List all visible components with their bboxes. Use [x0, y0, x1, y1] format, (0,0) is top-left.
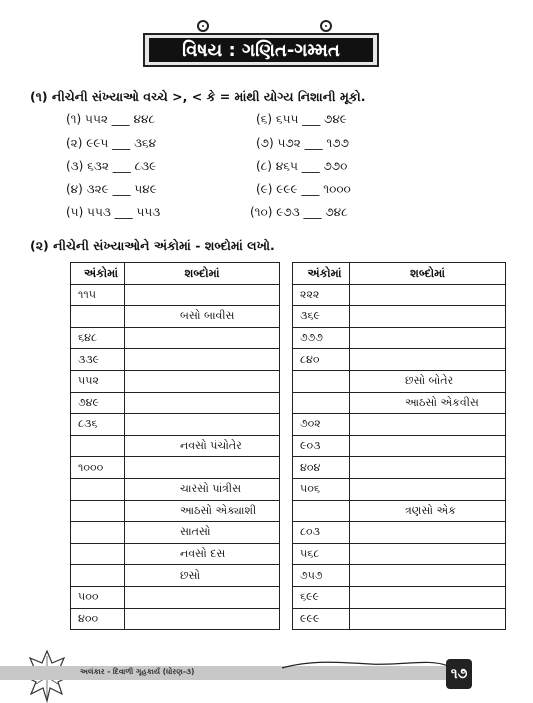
col-digits-header: અંકોમાં: [293, 263, 350, 285]
words-cell[interactable]: [125, 586, 280, 608]
footer-text: અલંકાર - દિવાળી ગૃહકાર્ય (ધોરણ-૩): [80, 667, 195, 676]
compare-item-10: (૧૦) ૯૭૩ ___ ૭૪૮: [250, 205, 348, 219]
table-row: [71, 392, 280, 414]
table-row: [293, 543, 506, 565]
digits-cell[interactable]: ૭૫૭: [293, 565, 350, 587]
table-row: [71, 284, 280, 306]
page-number-badge: ૧૭: [446, 659, 472, 689]
table-row: [71, 522, 280, 544]
table-row: [293, 435, 506, 457]
words-cell[interactable]: [125, 370, 280, 392]
digits-cell[interactable]: [293, 500, 350, 522]
digits-cell[interactable]: [71, 522, 125, 544]
words-cell[interactable]: [350, 478, 506, 500]
table-row: [71, 586, 280, 608]
digits-cell[interactable]: [71, 306, 125, 328]
words-cell[interactable]: બસો બાવીસ: [125, 306, 280, 328]
table-row: [293, 565, 506, 587]
table-row: [71, 608, 280, 630]
digits-cell[interactable]: ૮૦૩: [293, 522, 350, 544]
words-cell[interactable]: [125, 349, 280, 371]
words-cell[interactable]: [350, 414, 506, 436]
table-row: [71, 478, 280, 500]
words-cell[interactable]: [125, 327, 280, 349]
compare-item-5: (૫) ૫૫૩ ___ ૫૫૩: [66, 205, 161, 219]
digits-cell[interactable]: ૬૯૯: [293, 586, 350, 608]
words-cell[interactable]: [350, 457, 506, 479]
digits-cell[interactable]: ૯૦૩: [293, 435, 350, 457]
table-row: [71, 565, 280, 587]
table-row: [71, 414, 280, 436]
digits-cell[interactable]: ૯૯૯: [293, 608, 350, 630]
col-words-header: શબ્દોમાં: [350, 263, 506, 285]
digits-cell[interactable]: [71, 500, 125, 522]
words-cell[interactable]: નવસો દસ: [125, 543, 280, 565]
digits-cell[interactable]: [71, 478, 125, 500]
table-row: [71, 435, 280, 457]
digits-cell[interactable]: ૧૦૦૦: [71, 457, 125, 479]
digits-cell[interactable]: ૫૫૨: [71, 370, 125, 392]
col-digits-header: અંકોમાં: [71, 263, 125, 285]
digits-cell[interactable]: [293, 370, 350, 392]
digits-cell[interactable]: ૫૦૦: [71, 586, 125, 608]
table-row: [71, 349, 280, 371]
compare-item-2: (૨) ૯૯૫ ___ ૩૬૪: [66, 136, 157, 150]
words-cell[interactable]: [350, 522, 506, 544]
digits-cell[interactable]: ૭૭૭: [293, 327, 350, 349]
table-row: [293, 586, 506, 608]
table-row: [293, 608, 506, 630]
table-row: [293, 500, 506, 522]
table-row: [71, 306, 280, 328]
digits-cell[interactable]: ૨૨૨: [293, 284, 350, 306]
digits-cell[interactable]: ૫૦૬: [293, 478, 350, 500]
table-row: [293, 284, 506, 306]
words-cell[interactable]: [125, 392, 280, 414]
table-row: [293, 457, 506, 479]
words-cell[interactable]: [125, 608, 280, 630]
words-cell[interactable]: [350, 327, 506, 349]
digits-cell[interactable]: [293, 392, 350, 414]
digits-cell[interactable]: ૩૩૯: [71, 349, 125, 371]
words-cell[interactable]: આઠસો એકવીસ: [350, 392, 506, 414]
digits-cell[interactable]: [71, 565, 125, 587]
digits-cell[interactable]: [71, 435, 125, 457]
words-cell[interactable]: [350, 586, 506, 608]
table-row: [293, 478, 506, 500]
digits-cell[interactable]: ૧૧૫: [71, 284, 125, 306]
digits-cell[interactable]: ૮૩૬: [71, 414, 125, 436]
words-cell[interactable]: [350, 565, 506, 587]
table-row: [293, 414, 506, 436]
words-cell[interactable]: ત્રણસો એક: [350, 500, 506, 522]
digits-cell[interactable]: ૭૪૯: [71, 392, 125, 414]
table-row: [71, 500, 280, 522]
words-cell[interactable]: [350, 608, 506, 630]
words-cell[interactable]: [125, 414, 280, 436]
digits-cell[interactable]: ૪૦૦: [71, 608, 125, 630]
number-words-table-left: [70, 262, 280, 630]
table-row: [293, 522, 506, 544]
compare-item-3: (૩) ૬૩૨ ___ ૮૩૯: [66, 159, 157, 173]
col-words-header: શબ્દોમાં: [125, 263, 280, 285]
words-cell[interactable]: [350, 284, 506, 306]
digits-cell[interactable]: [71, 543, 125, 565]
digits-cell[interactable]: ૮૪૦: [293, 349, 350, 371]
words-cell[interactable]: ચારસો પાંત્રીસ: [125, 478, 280, 500]
compare-item-8: (૮) ૪૬૫ ___ ૭૭૦: [256, 159, 348, 173]
words-cell[interactable]: [125, 284, 280, 306]
page-title: વિષય : ગણિત-ગમ્મત: [149, 38, 373, 62]
words-cell[interactable]: આઠસો એક્યાશી: [125, 500, 280, 522]
words-cell[interactable]: સાતસો: [125, 522, 280, 544]
compare-item-7: (૭) ૫૭૨ ___ ૧૭૭: [256, 136, 349, 150]
table-row: [293, 392, 506, 414]
digits-cell[interactable]: ૫૬૮: [293, 543, 350, 565]
digits-cell[interactable]: ૭૦૨: [293, 414, 350, 436]
table-row: [71, 370, 280, 392]
words-cell[interactable]: છસો: [125, 565, 280, 587]
binder-ring-right: [320, 20, 332, 32]
words-cell[interactable]: [125, 457, 280, 479]
table-row: [293, 349, 506, 371]
table-row: [293, 370, 506, 392]
section1-heading: (૧) નીચેની સંખ્યાઓ વચ્ચે >, < કે = માંથી યોગ્ય નિશાની મૂકો.: [30, 89, 366, 104]
words-cell[interactable]: છસો બોતેર: [350, 370, 506, 392]
binder-ring-left: [197, 20, 209, 32]
digits-cell[interactable]: ૩૬૯: [293, 306, 350, 328]
compare-item-1: (૧) ૫૫૨ ___ ૪૪૮: [66, 112, 155, 126]
words-cell[interactable]: [350, 306, 506, 328]
words-cell[interactable]: નવસો પંચોતેર: [125, 435, 280, 457]
words-cell[interactable]: [350, 543, 506, 565]
string-decoration: [280, 640, 455, 680]
digits-cell[interactable]: ૪૦૪: [293, 457, 350, 479]
words-cell[interactable]: [350, 349, 506, 371]
title-box: [143, 33, 379, 67]
number-words-table-right: [292, 262, 506, 630]
table-row: [71, 327, 280, 349]
table-row: [293, 306, 506, 328]
digits-cell[interactable]: ૬૪૮: [71, 327, 125, 349]
table-row: [293, 327, 506, 349]
compare-item-4: (૪) ૩૨૯ ___ ૫૪૯: [66, 182, 157, 196]
compare-item-6: (૬) ૬૫૫ ___ ૭૪૯: [256, 112, 347, 126]
section2-heading: (૨) નીચેની સંખ્યાઓને અંકોમાં - શબ્દોમાં લખો.: [30, 238, 275, 253]
table-row: [71, 543, 280, 565]
words-cell[interactable]: [350, 435, 506, 457]
compare-item-9: (૯) ૯૯૯ ___ ૧૦૦૦: [256, 182, 351, 196]
table-row: [71, 457, 280, 479]
